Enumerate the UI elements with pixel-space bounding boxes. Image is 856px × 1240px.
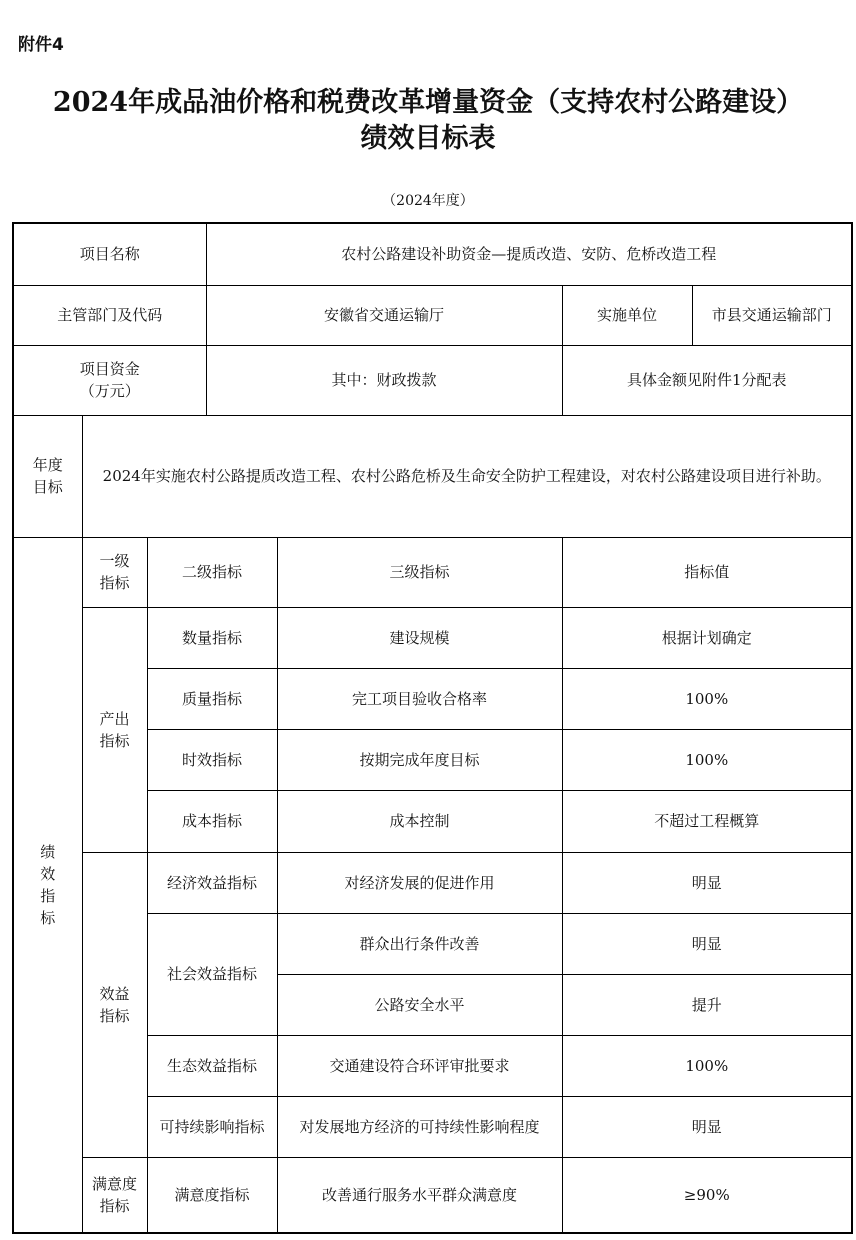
- output-label-line1: 产出: [99, 709, 130, 728]
- benefit-label-line2: 指标: [99, 1006, 130, 1025]
- year-note: （2024年度）: [382, 193, 474, 209]
- funds-value: 其中：财政拨款: [206, 345, 562, 415]
- document-title: 2024年成品油价格和税费改革增量资金（支持农村公路建设）: [52, 87, 804, 118]
- goal-label-line2: 目标: [32, 478, 63, 496]
- benefit-label-line1: 效益: [99, 984, 130, 1003]
- level3-cell: 按期完成年度目标: [277, 729, 562, 790]
- header-level1: [82, 537, 147, 607]
- value-cell: 提升: [562, 974, 852, 1035]
- level2-cell: 满意度指标: [147, 1157, 277, 1233]
- output-label-line2: 指标: [99, 731, 130, 750]
- header-level1-line2: 指标: [99, 574, 130, 592]
- header-level3: 三级指标: [277, 537, 562, 607]
- dept-label: 主管部门及代码: [13, 285, 206, 345]
- row-project-name: [13, 223, 852, 285]
- level2-cell: 可持续影响指标: [147, 1096, 277, 1157]
- satisfaction-label-line1: 满意度: [91, 1174, 137, 1193]
- header-level1-line1: 一级: [99, 552, 130, 570]
- level3-cell: 完工项目验收合格率: [277, 668, 562, 729]
- performance-table: [12, 222, 853, 1234]
- row-department: [13, 285, 852, 345]
- project-name-label: 项目名称: [13, 223, 206, 285]
- level2-cell: 时效指标: [147, 729, 277, 790]
- goal-label: [13, 415, 82, 537]
- level2-cell: 生态效益指标: [147, 1035, 277, 1096]
- table-row: [13, 852, 852, 913]
- output-indicator-label: [82, 607, 147, 852]
- level3-cell: 成本控制: [277, 790, 562, 852]
- funds-note: 具体金额见附件1分配表: [562, 345, 852, 415]
- funds-label-line2: （万元）: [79, 382, 140, 400]
- value-cell: 100%: [562, 729, 852, 790]
- funds-label-line1: 项目资金: [79, 360, 140, 378]
- level2-cell: 数量指标: [147, 607, 277, 668]
- level2-cell: 成本指标: [147, 790, 277, 852]
- level3-cell: 交通建设符合环评审批要求: [277, 1035, 562, 1096]
- goal-label-line1: 年度: [32, 456, 63, 474]
- impl-value: 市县交通运输部门: [692, 285, 852, 345]
- attachment-label: 附件4: [18, 35, 64, 55]
- value-cell: 100%: [562, 668, 852, 729]
- value-cell: 根据计划确定: [562, 607, 852, 668]
- project-name-value: 农村公路建设补助资金—提质改造、安防、危桥改造工程: [206, 223, 852, 285]
- level2-cell: 质量指标: [147, 668, 277, 729]
- row-column-headers: [13, 537, 852, 607]
- header-value: 指标值: [562, 537, 852, 607]
- document-subtitle: 绩效目标表: [360, 123, 496, 154]
- value-cell: 不超过工程概算: [562, 790, 852, 852]
- row-annual-goal: [13, 415, 852, 537]
- value-cell: 明显: [562, 852, 852, 913]
- benefit-indicator-label: [82, 852, 147, 1157]
- level3-cell: 改善通行服务水平群众满意度: [277, 1157, 562, 1233]
- perf-label-char: 绩: [40, 842, 56, 861]
- header-level2: 二级指标: [147, 537, 277, 607]
- value-cell: 明显: [562, 1096, 852, 1157]
- table-row: [13, 607, 852, 668]
- satisfaction-label-line2: 指标: [99, 1196, 130, 1215]
- table-row: [13, 1157, 852, 1233]
- value-cell: 明显: [562, 913, 852, 974]
- impl-label: 实施单位: [562, 285, 692, 345]
- funds-label: [13, 345, 206, 415]
- value-cell: 100%: [562, 1035, 852, 1096]
- level3-cell: 对经济发展的促进作用: [277, 852, 562, 913]
- satisfaction-indicator-label: [82, 1157, 147, 1233]
- level3-cell: 建设规模: [277, 607, 562, 668]
- goal-value: 2024年实施农村公路提质改造工程、农村公路危桥及生命安全防护工程建设，对农村公路建设项目进行补助。: [82, 415, 852, 537]
- level2-cell: 社会效益指标: [147, 913, 277, 1035]
- level3-cell: 群众出行条件改善: [277, 913, 562, 974]
- perf-label-char: 标: [40, 908, 56, 927]
- value-cell: ≥90%: [562, 1157, 852, 1233]
- perf-label-char: 指: [40, 886, 56, 905]
- level3-cell: 公路安全水平: [277, 974, 562, 1035]
- row-funds: [13, 345, 852, 415]
- perf-indicator-label: [13, 537, 82, 1233]
- level2-cell: 经济效益指标: [147, 852, 277, 913]
- perf-label-char: 效: [40, 864, 56, 883]
- level3-cell: 对发展地方经济的可持续性影响程度: [277, 1096, 562, 1157]
- dept-value: 安徽省交通运输厅: [206, 285, 562, 345]
